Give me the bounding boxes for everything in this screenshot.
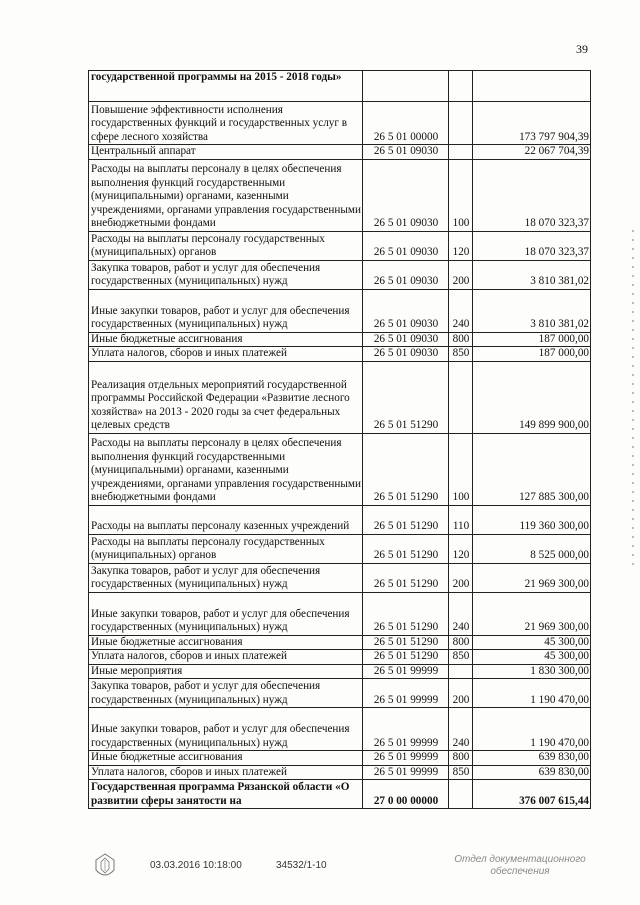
row-description: Уплата налогов, сборов и иных платежей [89, 347, 363, 362]
row-expense-type: 240 [449, 289, 473, 332]
row-target-code: 26 5 01 09030 [363, 260, 449, 289]
row-amount: 1 830 300,00 [473, 664, 591, 679]
row-description: Иные мероприятия [89, 664, 363, 679]
row-target-code: 26 5 01 51290 [363, 505, 449, 534]
row-description: Иные бюджетные ассигнования [89, 751, 363, 766]
row-amount: 173 797 904,39 [473, 102, 591, 145]
row-description: Иные закупки товаров, работ и услуг для обеспечения государственных (муниципальных) нужд [89, 592, 363, 635]
row-amount: 21 969 300,00 [473, 563, 591, 592]
row-target-code: 26 5 01 09030 [363, 231, 449, 260]
page-footer [0, 854, 640, 898]
table-row [89, 332, 591, 347]
row-expense-type: 110 [449, 505, 473, 534]
row-expense-type: 200 [449, 679, 473, 708]
row-amount: 18 070 323,37 [473, 231, 591, 260]
row-amount: 3 810 381,02 [473, 260, 591, 289]
row-description: Закупка товаров, работ и услуг для обеспечения государственных (муниципальных) нужд [89, 563, 363, 592]
row-description: Иные бюджетные ассигнования [89, 635, 363, 650]
footer-date: 03.03.2016 10:18:00 [150, 860, 242, 871]
row-target-code: 26 5 01 99999 [363, 679, 449, 708]
table-row [89, 534, 591, 563]
row-description: Повышение эффективности исполнения государственных функций и государственных услуг в сфере лесного хозяйства [89, 102, 363, 145]
row-amount: 187 000,00 [473, 347, 591, 362]
table-row [89, 635, 591, 650]
row-amount: 376 007 615,44 [473, 780, 591, 809]
table-row [89, 145, 591, 160]
row-expense-type: 100 [449, 433, 473, 505]
row-target-code: 26 5 01 00000 [363, 102, 449, 145]
table-row [89, 102, 591, 145]
table-row [89, 289, 591, 332]
row-expense-type [449, 71, 473, 102]
row-target-code: 26 5 01 51290 [363, 534, 449, 563]
row-amount: 127 885 300,00 [473, 433, 591, 505]
table-row [89, 260, 591, 289]
row-expense-type: 100 [449, 159, 473, 231]
row-expense-type: 120 [449, 534, 473, 563]
row-amount: 1 190 470,00 [473, 679, 591, 708]
row-target-code: 26 5 01 51290 [363, 592, 449, 635]
row-description: Расходы на выплаты персоналу в целях обеспечения выполнения функций государственными (муниципальными) органами, казенными учреждениями, органами управления государственными внебюджетными фондами [89, 159, 363, 231]
table-row [89, 563, 591, 592]
row-amount: 45 300,00 [473, 650, 591, 665]
row-amount: 1 190 470,00 [473, 708, 591, 751]
row-expense-type [449, 361, 473, 433]
row-amount: 22 067 704,39 [473, 145, 591, 160]
row-description: Расходы на выплаты персоналу государственных (муниципальных) органов [89, 231, 363, 260]
row-target-code: 26 5 01 51290 [363, 433, 449, 505]
row-expense-type: 120 [449, 231, 473, 260]
row-target-code: 26 5 01 51290 [363, 650, 449, 665]
table-row [89, 159, 591, 231]
row-expense-type: 200 [449, 260, 473, 289]
margin-scan-marks [632, 230, 634, 570]
row-expense-type: 800 [449, 635, 473, 650]
row-expense-type [449, 664, 473, 679]
row-description: Уплата налогов, сборов и иных платежей [89, 650, 363, 665]
table-row [89, 751, 591, 766]
row-target-code: 26 5 01 51290 [363, 635, 449, 650]
row-expense-type: 850 [449, 650, 473, 665]
row-description: Реализация отдельных мероприятий государственной программы Российской Федерации «Развитие лесного хозяйства» на 2013 - 2020 годы за счет федеральных целевых средств [89, 361, 363, 433]
row-description: Иные бюджетные ассигнования [89, 332, 363, 347]
row-expense-type: 240 [449, 708, 473, 751]
row-amount [473, 71, 591, 102]
row-amount: 21 969 300,00 [473, 592, 591, 635]
table-row [89, 679, 591, 708]
row-description: Расходы на выплаты персоналу в целях обеспечения выполнения функций государственными (муниципальными) органами, казенными учреждениями, органами управления государственными внебюджетными фондами [89, 433, 363, 505]
row-description: Иные закупки товаров, работ и услуг для обеспечения государственных (муниципальных) нужд [89, 289, 363, 332]
table-row [89, 71, 591, 102]
footer-document-number: 34532/1-10 [276, 860, 327, 871]
row-description: государственной программы на 2015 - 2018 годы» [89, 71, 363, 102]
row-amount: 149 899 900,00 [473, 361, 591, 433]
row-expense-type: 800 [449, 751, 473, 766]
row-description: Закупка товаров, работ и услуг для обеспечения государственных (муниципальных) нужд [89, 260, 363, 289]
row-target-code: 26 5 01 09030 [363, 347, 449, 362]
table-row [89, 592, 591, 635]
row-target-code: 26 5 01 51290 [363, 361, 449, 433]
row-target-code: 26 5 01 51290 [363, 563, 449, 592]
row-target-code [363, 71, 449, 102]
row-target-code: 26 5 01 09030 [363, 159, 449, 231]
row-description: Расходы на выплаты персоналу государственных (муниципальных) органов [89, 534, 363, 563]
row-target-code: 27 0 00 00000 [363, 780, 449, 809]
row-target-code: 26 5 01 99999 [363, 708, 449, 751]
row-target-code: 26 5 01 99999 [363, 664, 449, 679]
row-amount: 3 810 381,02 [473, 289, 591, 332]
row-expense-type [449, 780, 473, 809]
coat-of-arms-icon [92, 852, 118, 882]
row-expense-type [449, 145, 473, 160]
table-row [89, 765, 591, 780]
budget-table [88, 70, 591, 809]
row-description: Центральный аппарат [89, 145, 363, 160]
row-expense-type: 200 [449, 563, 473, 592]
row-description: Иные закупки товаров, работ и услуг для обеспечения государственных (муниципальных) нужд [89, 708, 363, 751]
row-expense-type: 800 [449, 332, 473, 347]
footer-department: Отдел документационного обеспечения [454, 854, 586, 877]
row-target-code: 26 5 01 99999 [363, 751, 449, 766]
row-amount: 639 830,00 [473, 765, 591, 780]
row-target-code: 26 5 01 09030 [363, 145, 449, 160]
table-row [89, 433, 591, 505]
row-amount: 119 360 300,00 [473, 505, 591, 534]
row-amount: 639 830,00 [473, 751, 591, 766]
row-amount: 8 525 000,00 [473, 534, 591, 563]
table-row [89, 505, 591, 534]
row-description: Закупка товаров, работ и услуг для обеспечения государственных (муниципальных) нужд [89, 679, 363, 708]
row-amount: 18 070 323,37 [473, 159, 591, 231]
table-row [89, 708, 591, 751]
table-row [89, 650, 591, 665]
page-number: 39 [576, 42, 588, 56]
row-target-code: 26 5 01 99999 [363, 765, 449, 780]
row-expense-type [449, 102, 473, 145]
table-row [89, 231, 591, 260]
row-expense-type: 850 [449, 347, 473, 362]
table-row [89, 347, 591, 362]
row-expense-type: 850 [449, 765, 473, 780]
row-amount: 45 300,00 [473, 635, 591, 650]
row-expense-type: 240 [449, 592, 473, 635]
table-row [89, 780, 591, 809]
table-row [89, 664, 591, 679]
row-amount: 187 000,00 [473, 332, 591, 347]
row-target-code: 26 5 01 09030 [363, 289, 449, 332]
row-description: Расходы на выплаты персоналу казенных учреждений [89, 505, 363, 534]
row-description: Уплата налогов, сборов и иных платежей [89, 765, 363, 780]
table-row [89, 361, 591, 433]
row-description: Государственная программа Рязанской области «О развитии сферы занятости на [89, 780, 363, 809]
row-target-code: 26 5 01 09030 [363, 332, 449, 347]
